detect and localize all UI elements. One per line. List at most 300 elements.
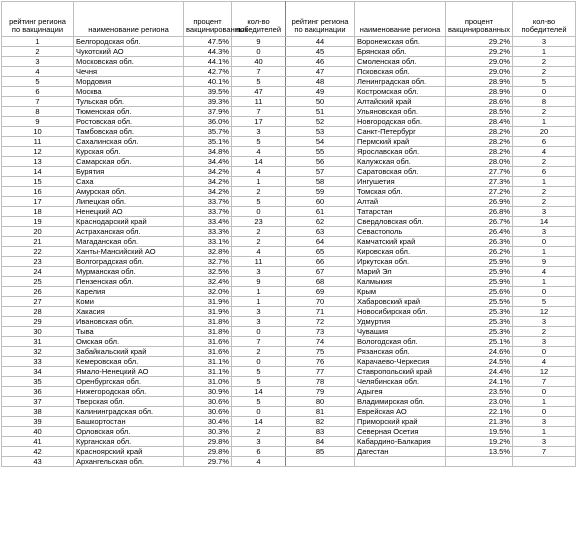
region-cell[interactable]: Тульская обл. xyxy=(74,97,184,107)
rating-cell[interactable]: 80 xyxy=(286,397,355,407)
header-percent-right[interactable]: процент вакцинированных xyxy=(446,2,513,37)
header-winners-right[interactable]: кол-во победителей xyxy=(513,2,576,37)
rating-cell[interactable]: 35 xyxy=(2,377,74,387)
percent-cell[interactable]: 29.0% xyxy=(446,57,513,67)
winners-cell[interactable]: 7 xyxy=(513,447,576,457)
winners-cell[interactable]: 4 xyxy=(513,267,576,277)
region-cell[interactable]: Нижегородская обл. xyxy=(74,387,184,397)
winners-cell[interactable]: 5 xyxy=(232,77,286,87)
rating-cell[interactable]: 24 xyxy=(2,267,74,277)
rating-cell[interactable]: 14 xyxy=(2,167,74,177)
rating-cell[interactable]: 3 xyxy=(2,57,74,67)
region-cell[interactable]: Магаданская обл. xyxy=(74,237,184,247)
region-cell[interactable]: Крым xyxy=(355,287,446,297)
winners-cell[interactable]: 3 xyxy=(513,337,576,347)
region-cell[interactable]: Удмуртия xyxy=(355,317,446,327)
percent-cell[interactable]: 29.2% xyxy=(446,47,513,57)
region-cell[interactable]: Томская обл. xyxy=(355,187,446,197)
rating-cell[interactable]: 43 xyxy=(2,457,74,467)
region-cell[interactable]: Мордовия xyxy=(74,77,184,87)
header-rating-left[interactable]: рейтинг региона по вакцинации xyxy=(2,2,74,37)
rating-cell[interactable]: 67 xyxy=(286,267,355,277)
region-cell[interactable]: Чечня xyxy=(74,67,184,77)
region-cell[interactable]: Кировская обл. xyxy=(355,247,446,257)
winners-cell[interactable]: 2 xyxy=(513,197,576,207)
region-cell[interactable]: Ханты-Мансийский АО xyxy=(74,247,184,257)
region-cell[interactable]: Курская обл. xyxy=(74,147,184,157)
winners-cell[interactable]: 2 xyxy=(513,107,576,117)
percent-cell[interactable]: 34.2% xyxy=(184,177,232,187)
percent-cell[interactable]: 28.0% xyxy=(446,157,513,167)
percent-cell[interactable]: 32.7% xyxy=(184,257,232,267)
winners-cell[interactable]: 1 xyxy=(513,277,576,287)
rating-cell[interactable]: 42 xyxy=(2,447,74,457)
region-cell[interactable]: Севастополь xyxy=(355,227,446,237)
winners-cell[interactable]: 9 xyxy=(232,37,286,47)
region-cell[interactable]: Камчатский край xyxy=(355,237,446,247)
rating-cell[interactable]: 75 xyxy=(286,347,355,357)
rating-cell[interactable]: 20 xyxy=(2,227,74,237)
winners-cell[interactable]: 5 xyxy=(232,367,286,377)
winners-cell[interactable]: 5 xyxy=(232,197,286,207)
percent-cell[interactable]: 31.9% xyxy=(184,307,232,317)
region-cell[interactable]: Хакасия xyxy=(74,307,184,317)
winners-cell[interactable]: 7 xyxy=(513,377,576,387)
winners-cell[interactable]: 14 xyxy=(232,387,286,397)
winners-cell[interactable]: 3 xyxy=(513,207,576,217)
percent-cell[interactable]: 23.0% xyxy=(446,397,513,407)
region-cell[interactable]: Астраханская обл. xyxy=(74,227,184,237)
rating-cell[interactable]: 83 xyxy=(286,427,355,437)
percent-cell[interactable]: 44.3% xyxy=(184,47,232,57)
rating-cell[interactable]: 53 xyxy=(286,127,355,137)
percent-cell[interactable]: 37.9% xyxy=(184,107,232,117)
rating-cell[interactable]: 56 xyxy=(286,157,355,167)
rating-cell[interactable]: 25 xyxy=(2,277,74,287)
winners-cell[interactable]: 0 xyxy=(232,357,286,367)
rating-cell[interactable]: 55 xyxy=(286,147,355,157)
header-region-right[interactable]: наименование региона xyxy=(355,2,446,37)
winners-cell[interactable]: 4 xyxy=(232,147,286,157)
rating-cell[interactable]: 57 xyxy=(286,167,355,177)
winners-cell[interactable]: 3 xyxy=(513,227,576,237)
winners-cell[interactable]: 1 xyxy=(513,47,576,57)
rating-cell[interactable]: 72 xyxy=(286,317,355,327)
rating-cell[interactable]: 62 xyxy=(286,217,355,227)
winners-cell[interactable]: 5 xyxy=(232,377,286,387)
rating-cell[interactable]: 82 xyxy=(286,417,355,427)
percent-cell[interactable]: 28.9% xyxy=(446,87,513,97)
region-cell[interactable]: Ингушетия xyxy=(355,177,446,187)
region-cell[interactable]: Вологодская обл. xyxy=(355,337,446,347)
region-cell[interactable]: Ставропольский край xyxy=(355,367,446,377)
rating-cell[interactable]: 85 xyxy=(286,447,355,457)
region-cell[interactable]: Северная Осетия xyxy=(355,427,446,437)
region-cell[interactable]: Свердловская обл. xyxy=(355,217,446,227)
winners-cell[interactable]: 0 xyxy=(232,327,286,337)
percent-cell[interactable]: 24.6% xyxy=(446,347,513,357)
rating-cell[interactable]: 65 xyxy=(286,247,355,257)
region-cell[interactable]: Приморский край xyxy=(355,417,446,427)
percent-cell[interactable]: 26.8% xyxy=(446,207,513,217)
percent-cell[interactable]: 44.1% xyxy=(184,57,232,67)
percent-cell[interactable]: 33.7% xyxy=(184,197,232,207)
winners-cell[interactable]: 12 xyxy=(513,307,576,317)
winners-cell[interactable]: 23 xyxy=(232,217,286,227)
winners-cell[interactable]: 2 xyxy=(513,187,576,197)
percent-cell[interactable]: 31.9% xyxy=(184,297,232,307)
region-cell[interactable]: Ульяновская обл. xyxy=(355,107,446,117)
percent-cell[interactable]: 25.3% xyxy=(446,307,513,317)
region-cell[interactable]: Ленинградская обл. xyxy=(355,77,446,87)
percent-cell[interactable]: 25.9% xyxy=(446,257,513,267)
rating-cell[interactable]: 26 xyxy=(2,287,74,297)
percent-cell[interactable]: 26.2% xyxy=(446,247,513,257)
winners-cell[interactable]: 4 xyxy=(232,457,286,467)
rating-cell[interactable]: 45 xyxy=(286,47,355,57)
winners-cell[interactable]: 2 xyxy=(232,237,286,247)
percent-cell[interactable]: 23.5% xyxy=(446,387,513,397)
rating-cell[interactable]: 68 xyxy=(286,277,355,287)
region-cell[interactable]: Волгоградская обл. xyxy=(74,257,184,267)
percent-cell[interactable]: 27.3% xyxy=(446,177,513,187)
region-cell[interactable]: Санкт-Петербург xyxy=(355,127,446,137)
rating-cell[interactable]: 27 xyxy=(2,297,74,307)
percent-cell[interactable]: 25.3% xyxy=(446,317,513,327)
winners-cell[interactable]: 7 xyxy=(232,107,286,117)
rating-cell[interactable]: 4 xyxy=(2,67,74,77)
region-cell[interactable]: Еврейская АО xyxy=(355,407,446,417)
percent-cell[interactable]: 33.3% xyxy=(184,227,232,237)
rating-cell[interactable]: 29 xyxy=(2,317,74,327)
percent-cell[interactable]: 34.8% xyxy=(184,147,232,157)
winners-cell[interactable]: 2 xyxy=(513,327,576,337)
rating-cell[interactable] xyxy=(286,457,355,467)
winners-cell[interactable]: 5 xyxy=(513,297,576,307)
rating-cell[interactable]: 30 xyxy=(2,327,74,337)
region-cell[interactable]: Краснодарский край xyxy=(74,217,184,227)
percent-cell[interactable]: 34.2% xyxy=(184,167,232,177)
winners-cell[interactable]: 5 xyxy=(513,77,576,87)
region-cell[interactable]: Ростовская обл. xyxy=(74,117,184,127)
rating-cell[interactable]: 59 xyxy=(286,187,355,197)
percent-cell[interactable]: 31.8% xyxy=(184,317,232,327)
region-cell[interactable]: Кабардино-Балкария xyxy=(355,437,446,447)
percent-cell[interactable]: 35.1% xyxy=(184,137,232,147)
winners-cell[interactable]: 3 xyxy=(232,317,286,327)
winners-cell[interactable]: 1 xyxy=(232,287,286,297)
rating-cell[interactable]: 41 xyxy=(2,437,74,447)
winners-cell[interactable]: 3 xyxy=(513,317,576,327)
percent-cell[interactable]: 42.7% xyxy=(184,67,232,77)
region-cell[interactable]: Пензенская обл. xyxy=(74,277,184,287)
rating-cell[interactable]: 46 xyxy=(286,57,355,67)
winners-cell[interactable]: 2 xyxy=(232,187,286,197)
percent-cell[interactable]: 25.9% xyxy=(446,277,513,287)
winners-cell[interactable]: 2 xyxy=(232,227,286,237)
winners-cell[interactable]: 3 xyxy=(232,307,286,317)
region-cell[interactable]: Владимирская обл. xyxy=(355,397,446,407)
region-cell[interactable]: Мурманская обл. xyxy=(74,267,184,277)
rating-cell[interactable]: 64 xyxy=(286,237,355,247)
winners-cell[interactable]: 2 xyxy=(513,67,576,77)
rating-cell[interactable]: 81 xyxy=(286,407,355,417)
winners-cell[interactable]: 0 xyxy=(232,207,286,217)
percent-cell[interactable]: 27.2% xyxy=(446,187,513,197)
percent-cell[interactable]: 31.6% xyxy=(184,337,232,347)
percent-cell[interactable]: 19.5% xyxy=(446,427,513,437)
winners-cell[interactable]: 0 xyxy=(513,387,576,397)
winners-cell[interactable]: 7 xyxy=(232,337,286,347)
region-cell[interactable]: Татарстан xyxy=(355,207,446,217)
rating-cell[interactable]: 48 xyxy=(286,77,355,87)
winners-cell[interactable]: 0 xyxy=(513,287,576,297)
winners-cell[interactable]: 4 xyxy=(513,357,576,367)
rating-cell[interactable]: 6 xyxy=(2,87,74,97)
percent-cell[interactable] xyxy=(446,457,513,467)
region-cell[interactable]: Саха xyxy=(74,177,184,187)
rating-cell[interactable]: 84 xyxy=(286,437,355,447)
percent-cell[interactable]: 47.5% xyxy=(184,37,232,47)
percent-cell[interactable]: 24.4% xyxy=(446,367,513,377)
percent-cell[interactable]: 31.0% xyxy=(184,377,232,387)
percent-cell[interactable]: 32.5% xyxy=(184,267,232,277)
percent-cell[interactable]: 30.6% xyxy=(184,397,232,407)
rating-cell[interactable]: 69 xyxy=(286,287,355,297)
region-cell[interactable]: Коми xyxy=(74,297,184,307)
winners-cell[interactable]: 20 xyxy=(513,127,576,137)
region-cell[interactable]: Липецкая обл. xyxy=(74,197,184,207)
rating-cell[interactable]: 60 xyxy=(286,197,355,207)
rating-cell[interactable]: 5 xyxy=(2,77,74,87)
percent-cell[interactable]: 13.5% xyxy=(446,447,513,457)
region-cell[interactable]: Забайкальский край xyxy=(74,347,184,357)
region-cell[interactable]: Москва xyxy=(74,87,184,97)
region-cell[interactable]: Тверская обл. xyxy=(74,397,184,407)
percent-cell[interactable]: 40.1% xyxy=(184,77,232,87)
winners-cell[interactable]: 6 xyxy=(232,447,286,457)
rating-cell[interactable]: 39 xyxy=(2,417,74,427)
winners-cell[interactable]: 2 xyxy=(232,427,286,437)
region-cell[interactable]: Оренбургская обл. xyxy=(74,377,184,387)
region-cell[interactable]: Иркутская обл. xyxy=(355,257,446,267)
percent-cell[interactable]: 26.3% xyxy=(446,237,513,247)
winners-cell[interactable]: 1 xyxy=(513,247,576,257)
winners-cell[interactable]: 2 xyxy=(513,57,576,67)
percent-cell[interactable]: 33.7% xyxy=(184,207,232,217)
percent-cell[interactable]: 25.3% xyxy=(446,327,513,337)
region-cell[interactable]: Башкортостан xyxy=(74,417,184,427)
region-cell[interactable]: Тыва xyxy=(74,327,184,337)
rating-cell[interactable]: 63 xyxy=(286,227,355,237)
region-cell[interactable]: Марий Эл xyxy=(355,267,446,277)
rating-cell[interactable]: 17 xyxy=(2,197,74,207)
region-cell[interactable]: Амурская обл. xyxy=(74,187,184,197)
percent-cell[interactable]: 25.6% xyxy=(446,287,513,297)
winners-cell[interactable]: 14 xyxy=(232,157,286,167)
winners-cell[interactable]: 12 xyxy=(513,367,576,377)
winners-cell[interactable]: 6 xyxy=(513,137,576,147)
winners-cell[interactable]: 0 xyxy=(232,47,286,57)
rating-cell[interactable]: 50 xyxy=(286,97,355,107)
percent-cell[interactable]: 26.4% xyxy=(446,227,513,237)
region-cell[interactable]: Дагестан xyxy=(355,447,446,457)
rating-cell[interactable]: 77 xyxy=(286,367,355,377)
region-cell[interactable]: Чукотский АО xyxy=(74,47,184,57)
region-cell[interactable]: Чувашия xyxy=(355,327,446,337)
winners-cell[interactable]: 1 xyxy=(513,397,576,407)
winners-cell[interactable]: 47 xyxy=(232,87,286,97)
rating-cell[interactable]: 58 xyxy=(286,177,355,187)
winners-cell[interactable]: 0 xyxy=(513,407,576,417)
region-cell[interactable]: Рязанская обл. xyxy=(355,347,446,357)
winners-cell[interactable]: 0 xyxy=(513,237,576,247)
percent-cell[interactable]: 32.0% xyxy=(184,287,232,297)
percent-cell[interactable]: 34.4% xyxy=(184,157,232,167)
rating-cell[interactable]: 66 xyxy=(286,257,355,267)
region-cell[interactable]: Ямало-Ненецкий АО xyxy=(74,367,184,377)
winners-cell[interactable]: 5 xyxy=(232,137,286,147)
rating-cell[interactable]: 15 xyxy=(2,177,74,187)
region-cell[interactable]: Самарская обл. xyxy=(74,157,184,167)
winners-cell[interactable]: 0 xyxy=(513,347,576,357)
winners-cell[interactable]: 17 xyxy=(232,117,286,127)
region-cell[interactable]: Смоленская обл. xyxy=(355,57,446,67)
winners-cell[interactable]: 0 xyxy=(513,87,576,97)
header-winners-left[interactable]: кол-во победителей xyxy=(232,2,286,37)
percent-cell[interactable]: 29.7% xyxy=(184,457,232,467)
winners-cell[interactable]: 14 xyxy=(232,417,286,427)
winners-cell[interactable]: 8 xyxy=(513,97,576,107)
region-cell[interactable]: Белгородская обл. xyxy=(74,37,184,47)
winners-cell[interactable]: 7 xyxy=(232,67,286,77)
region-cell[interactable]: Новгородская обл. xyxy=(355,117,446,127)
rating-cell[interactable]: 40 xyxy=(2,427,74,437)
winners-cell[interactable]: 4 xyxy=(513,147,576,157)
percent-cell[interactable]: 27.7% xyxy=(446,167,513,177)
rating-cell[interactable]: 21 xyxy=(2,237,74,247)
percent-cell[interactable]: 29.0% xyxy=(446,67,513,77)
percent-cell[interactable]: 28.4% xyxy=(446,117,513,127)
winners-cell[interactable]: 4 xyxy=(232,247,286,257)
percent-cell[interactable]: 39.5% xyxy=(184,87,232,97)
region-cell[interactable]: Саратовская обл. xyxy=(355,167,446,177)
rating-cell[interactable]: 8 xyxy=(2,107,74,117)
percent-cell[interactable]: 19.2% xyxy=(446,437,513,447)
winners-cell[interactable] xyxy=(513,457,576,467)
percent-cell[interactable]: 29.8% xyxy=(184,447,232,457)
winners-cell[interactable]: 11 xyxy=(232,257,286,267)
winners-cell[interactable]: 3 xyxy=(232,437,286,447)
header-region-left[interactable]: наименование региона xyxy=(74,2,184,37)
rating-cell[interactable]: 22 xyxy=(2,247,74,257)
percent-cell[interactable]: 31.1% xyxy=(184,357,232,367)
rating-cell[interactable]: 23 xyxy=(2,257,74,267)
region-cell[interactable]: Калужская обл. xyxy=(355,157,446,167)
winners-cell[interactable]: 5 xyxy=(232,397,286,407)
percent-cell[interactable]: 24.5% xyxy=(446,357,513,367)
rating-cell[interactable]: 47 xyxy=(286,67,355,77)
percent-cell[interactable]: 36.0% xyxy=(184,117,232,127)
region-cell[interactable]: Тюменская обл. xyxy=(74,107,184,117)
percent-cell[interactable]: 26.7% xyxy=(446,217,513,227)
winners-cell[interactable]: 9 xyxy=(232,277,286,287)
winners-cell[interactable]: 3 xyxy=(232,127,286,137)
region-cell[interactable]: Адыгея xyxy=(355,387,446,397)
region-cell[interactable]: Московская обл. xyxy=(74,57,184,67)
winners-cell[interactable]: 1 xyxy=(513,117,576,127)
region-cell[interactable]: Орловская обл. xyxy=(74,427,184,437)
rating-cell[interactable]: 9 xyxy=(2,117,74,127)
percent-cell[interactable]: 33.4% xyxy=(184,217,232,227)
rating-cell[interactable]: 32 xyxy=(2,347,74,357)
percent-cell[interactable]: 26.9% xyxy=(446,197,513,207)
winners-cell[interactable]: 6 xyxy=(513,167,576,177)
percent-cell[interactable]: 30.9% xyxy=(184,387,232,397)
percent-cell[interactable]: 24.1% xyxy=(446,377,513,387)
rating-cell[interactable]: 34 xyxy=(2,367,74,377)
winners-cell[interactable]: 1 xyxy=(232,297,286,307)
winners-cell[interactable]: 3 xyxy=(513,417,576,427)
region-cell[interactable]: Костромская обл. xyxy=(355,87,446,97)
rating-cell[interactable]: 52 xyxy=(286,117,355,127)
percent-cell[interactable]: 28.2% xyxy=(446,137,513,147)
region-cell[interactable]: Карачаево-Черкесия xyxy=(355,357,446,367)
winners-cell[interactable]: 14 xyxy=(513,217,576,227)
rating-cell[interactable]: 78 xyxy=(286,377,355,387)
rating-cell[interactable]: 11 xyxy=(2,137,74,147)
winners-cell[interactable]: 4 xyxy=(232,167,286,177)
percent-cell[interactable]: 30.6% xyxy=(184,407,232,417)
rating-cell[interactable]: 36 xyxy=(2,387,74,397)
rating-cell[interactable]: 74 xyxy=(286,337,355,347)
rating-cell[interactable]: 38 xyxy=(2,407,74,417)
rating-cell[interactable]: 51 xyxy=(286,107,355,117)
rating-cell[interactable]: 44 xyxy=(286,37,355,47)
percent-cell[interactable]: 31.1% xyxy=(184,367,232,377)
rating-cell[interactable]: 37 xyxy=(2,397,74,407)
percent-cell[interactable]: 28.2% xyxy=(446,127,513,137)
percent-cell[interactable]: 29.2% xyxy=(446,37,513,47)
region-cell[interactable]: Калининградская обл. xyxy=(74,407,184,417)
region-cell[interactable]: Курганская обл. xyxy=(74,437,184,447)
region-cell[interactable]: Воронежская обл. xyxy=(355,37,446,47)
region-cell[interactable]: Алтай xyxy=(355,197,446,207)
rating-cell[interactable]: 33 xyxy=(2,357,74,367)
region-cell[interactable]: Новосибирская обл. xyxy=(355,307,446,317)
header-rating-right[interactable]: рейтинг региона по вакцинации xyxy=(286,2,355,37)
region-cell[interactable]: Челябинская обл. xyxy=(355,377,446,387)
region-cell[interactable]: Кемеровская обл. xyxy=(74,357,184,367)
rating-cell[interactable]: 19 xyxy=(2,217,74,227)
rating-cell[interactable]: 79 xyxy=(286,387,355,397)
percent-cell[interactable]: 32.4% xyxy=(184,277,232,287)
percent-cell[interactable]: 39.3% xyxy=(184,97,232,107)
rating-cell[interactable]: 16 xyxy=(2,187,74,197)
rating-cell[interactable]: 12 xyxy=(2,147,74,157)
winners-cell[interactable]: 40 xyxy=(232,57,286,67)
rating-cell[interactable]: 7 xyxy=(2,97,74,107)
region-cell[interactable]: Алтайский край xyxy=(355,97,446,107)
rating-cell[interactable]: 71 xyxy=(286,307,355,317)
winners-cell[interactable]: 11 xyxy=(232,97,286,107)
percent-cell[interactable]: 33.1% xyxy=(184,237,232,247)
percent-cell[interactable]: 30.4% xyxy=(184,417,232,427)
header-percent-left[interactable]: процент вакцинированных xyxy=(184,2,232,37)
percent-cell[interactable]: 29.8% xyxy=(184,437,232,447)
rating-cell[interactable]: 54 xyxy=(286,137,355,147)
percent-cell[interactable]: 25.1% xyxy=(446,337,513,347)
